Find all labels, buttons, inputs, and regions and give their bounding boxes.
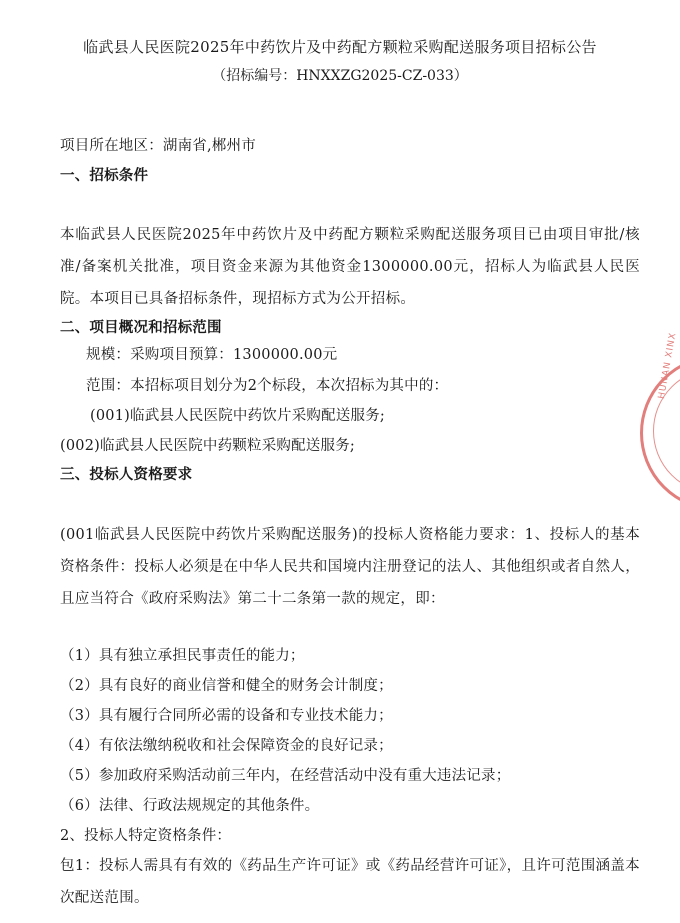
lot-1: (001)临武县人民医院中药饮片采购配送服务; xyxy=(90,408,385,424)
requirement-item-3: （3）具有履行合同所必需的设备和专业技术能力； xyxy=(60,708,393,724)
section-3-heading: 三、投标人资格要求 xyxy=(60,466,193,483)
package-1-requirement: 包1：投标人需具有有效的《药品生产许可证》或《药品经营许可证》，且许可范围涵盖本次配送范围。 xyxy=(60,858,640,906)
requirement-item-4: （4）有依法缴纳税收和社会保障资金的良好记录； xyxy=(60,738,393,754)
project-scope: 范围：本招标项目划分为2个标段，本次招标为其中的： xyxy=(86,378,449,394)
document-title: 临武县人民医院2025年中药饮片及中药配方颗粒采购配送服务项目招标公告 xyxy=(83,38,597,56)
requirement-item-2: （2）具有良好的商业信誉和健全的财务会计制度； xyxy=(60,678,393,694)
project-location: 项目所在地区：湖南省,郴州市 xyxy=(60,138,256,154)
project-scale: 规模：采购项目预算：1300000.00元 xyxy=(86,347,338,363)
requirement-item-1: （1）具有独立承担民事责任的能力； xyxy=(60,648,305,664)
specific-qualification-heading: 2、投标人特定资格条件： xyxy=(60,828,232,844)
requirement-item-5: （5）参加政府采购活动前三年内，在经营活动中没有重大违法记录； xyxy=(60,768,511,784)
section-1-heading: 一、招标条件 xyxy=(60,167,149,184)
requirement-item-6: （6）法律、行政法规规定的其他条件。 xyxy=(60,798,320,814)
section-2-heading: 二、项目概况和招标范围 xyxy=(60,319,222,336)
section-3-intro: (001临武县人民医院中药饮片采购配送服务)的投标人资格能力要求：1、投标人的基本资格条件：投标人必须是在中华人民共和国境内注册登记的法人、其他组织或者自然人，且应当符合《政府采购法》第二十二条第一款的规定，即： xyxy=(60,527,640,607)
seal-text: HUNAN XINX xyxy=(657,331,679,400)
section-1-paragraph: 本临武县人民医院2025年中药饮片及中药配方颗粒采购配送服务项目已由项目审批/核准/备案机关批准，项目资金来源为其他资金1300000.00元，招标人为临武县人民医院。本项目已具备招标条件，现招标方式为公开招标。 xyxy=(60,227,640,307)
official-seal-stamp xyxy=(640,331,680,511)
lot-2: (002)临武县人民医院中药颗粒采购配送服务; xyxy=(60,438,355,454)
tender-number: （招标编号：HNXXZG2025-CZ-033） xyxy=(212,68,468,84)
